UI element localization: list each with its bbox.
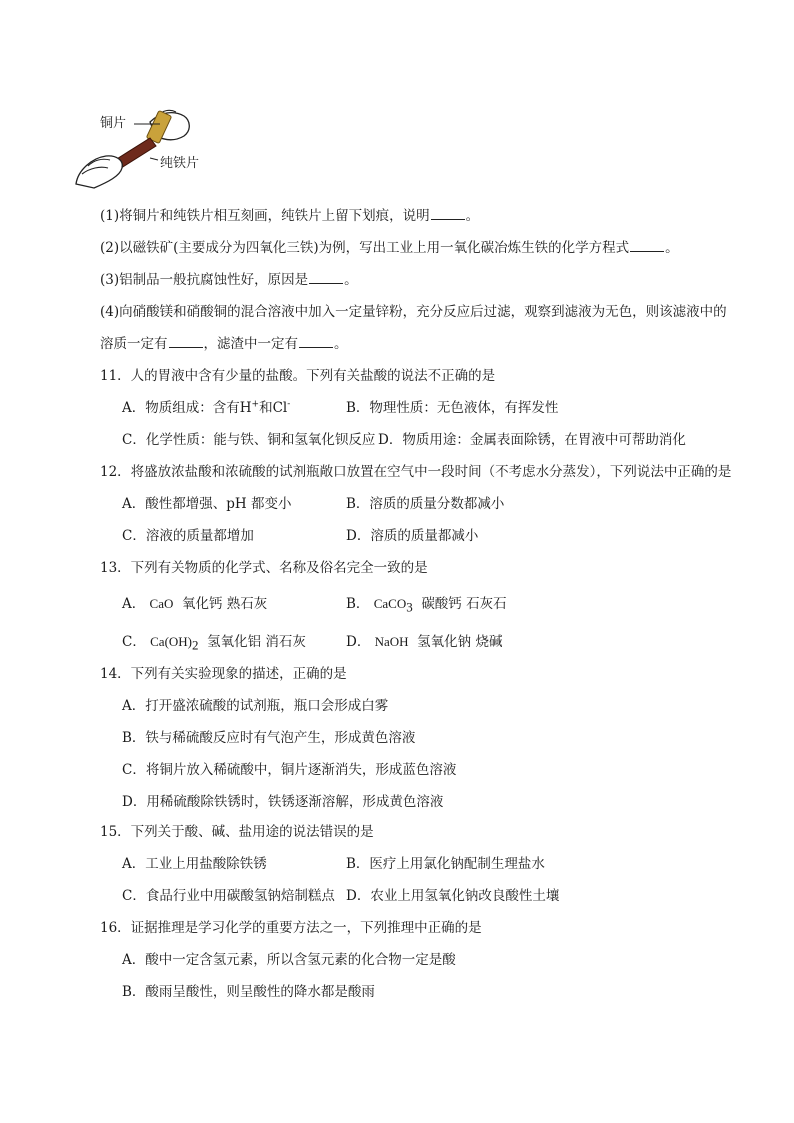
q14-stem: 14．下列有关实验现象的描述，正确的是	[100, 666, 347, 682]
option-label: A．	[122, 596, 146, 612]
q12-option-c[interactable]: C．溶液的质量都增加	[122, 528, 254, 544]
chem-formula: CaCO	[373, 596, 407, 611]
charge-sup: +	[251, 399, 260, 410]
q11-a-text: A．物质组成：含有H	[122, 400, 252, 416]
q13-option-a[interactable]	[122, 594, 267, 614]
part4-text-a: 溶质一定有	[100, 336, 168, 352]
option-label: C．	[122, 634, 146, 650]
charge-sup: -	[287, 399, 291, 410]
q13-option-b[interactable]	[346, 594, 507, 614]
q14-option-c[interactable]: C．将铜片放入稀硫酸中，铜片逐渐消失，形成蓝色溶液	[122, 762, 457, 778]
part1-line	[100, 206, 479, 226]
formula-subscript: 2	[192, 637, 199, 653]
part3-line	[100, 270, 358, 290]
part2-text: (2)以磁铁矿(主要成分为四氧化三铁)为例，写出工业上用一氧化碳冶炼生铁的化学方程式	[100, 240, 630, 256]
option-text: 氢氧化钠 烧碱	[417, 634, 503, 650]
option-text: 氢氧化铝 消石灰	[207, 634, 306, 650]
part1-end: 。	[465, 208, 480, 224]
part2-end: 。	[665, 240, 679, 256]
q15-option-a[interactable]: A．工业上用盐酸除铁锈	[122, 856, 267, 872]
q11-option-b[interactable]: B．物理性质：无色液体，有挥发性	[346, 400, 559, 416]
copper-label: 铜片	[100, 116, 127, 131]
formula-subscript: 3	[406, 599, 413, 615]
option-label: B．	[346, 596, 370, 612]
q11-option-c[interactable]: C．化学性质：能与铁、铜和氢氧化钡反应	[122, 432, 376, 448]
q14-option-b[interactable]: B．铁与稀硫酸反应时有气泡产生，形成黄色溶液	[122, 730, 416, 746]
chem-formula: CaO	[149, 596, 174, 611]
part4-line2	[100, 334, 348, 354]
q13-stem: 13．下列有关物质的化学式、名称及俗名完全一致的是	[100, 560, 428, 576]
q16-stem: 16．证据推理是学习化学的重要方法之一，下列推理中正确的是	[100, 920, 482, 936]
chem-formula: NaOH	[374, 634, 409, 649]
part4-line1: (4)向硝酸镁和硝酸铜的混合溶液中加入一定量锌粉，充分反应后过滤，观察到滤液为无色，则该滤液中的	[100, 304, 727, 320]
answer-blank[interactable]	[630, 239, 664, 252]
q15-option-c[interactable]: C．食品行业中用碳酸氢钠焙制糕点	[122, 888, 335, 904]
q12-option-b[interactable]: B．溶质的质量分数都减小	[346, 496, 505, 512]
q11-stem: 11．人的胃液中含有少量的盐酸。下列有关盐酸的说法不正确的是	[100, 368, 496, 384]
q11-option-a[interactable]	[122, 398, 290, 418]
chem-formula: Ca(OH)	[150, 634, 193, 649]
q13-option-c[interactable]	[122, 632, 306, 652]
answer-blank[interactable]	[309, 271, 343, 284]
iron-label: 纯铁片	[160, 156, 200, 171]
q15-option-d[interactable]: D．农业上用氢氧化钠改良酸性土壤	[346, 888, 560, 904]
part1-text: (1)将铜片和纯铁片相互刻画，纯铁片上留下划痕，说明	[100, 208, 430, 224]
q11-a-text2: 和Cl	[259, 400, 288, 416]
part4-text-b: ，滤渣中一定有	[203, 336, 298, 352]
q13-option-d[interactable]	[346, 632, 502, 652]
q16-option-b[interactable]: B．酸雨呈酸性，则呈酸性的降水都是酸雨	[122, 984, 375, 1000]
option-text: 碳酸钙 石灰石	[421, 596, 507, 612]
hands-illustration	[72, 100, 222, 192]
q14-option-a[interactable]: A．打开盛浓硫酸的试剂瓶，瓶口会形成白雾	[122, 698, 389, 714]
q12-stem: 12．将盛放浓盐酸和浓硫酸的试剂瓶敞口放置在空气中一段时间（不考虑水分蒸发），下列说法中正确的是	[100, 464, 732, 480]
q15-option-b[interactable]: B．医疗上用氯化钠配制生理盐水	[346, 856, 545, 872]
q16-option-a[interactable]: A．酸中一定含氢元素，所以含氢元素的化合物一定是酸	[122, 952, 456, 968]
answer-blank[interactable]	[431, 207, 465, 220]
q15-stem: 15．下列关于酸、碱、盐用途的说法错误的是	[100, 824, 374, 840]
option-label: D．	[346, 634, 371, 650]
q12-option-d[interactable]: D．溶质的质量都减小	[346, 528, 479, 544]
q14-option-d[interactable]: D．用稀硫酸除铁锈时，铁锈逐渐溶解，形成黄色溶液	[122, 794, 444, 810]
part3-end: 。	[344, 272, 358, 288]
option-text: 氧化钙 熟石灰	[181, 596, 268, 612]
answer-blank[interactable]	[299, 335, 333, 348]
part3-text: (3)铝制品一般抗腐蚀性好，原因是	[100, 272, 309, 288]
copper-iron-scratch-figure	[72, 100, 222, 192]
part4-text-c: 。	[334, 336, 348, 352]
q12-option-a[interactable]: A．酸性都增强、pH 都变小	[122, 496, 292, 512]
q11-option-d[interactable]: D．物质用途：金属表面除锈，在胃液中可帮助消化	[378, 432, 686, 448]
answer-blank[interactable]	[169, 335, 203, 348]
part2-line	[100, 238, 679, 258]
